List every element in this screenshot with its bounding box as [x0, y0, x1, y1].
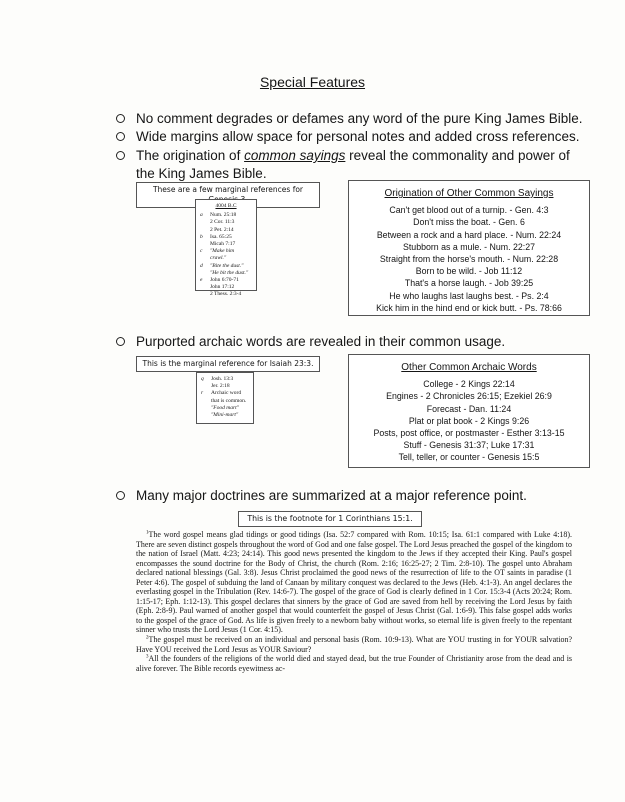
- saying-item: Straight from the horse's mouth. - Num. 22:28: [379, 254, 559, 265]
- genesis-caption-box: These are a few marginal references for: [136, 182, 320, 208]
- archaic-heading: Other Common Archaic Words: [401, 362, 537, 373]
- margin-ref: r Archaic word that is common. "Food mart" "Mini-mart": [201, 390, 247, 419]
- margin-ref: b Isa. 65:25 Micah 7:17: [200, 233, 236, 248]
- bullet-item: No comment degrades or defames any word of the pure King James Bible.: [136, 110, 606, 128]
- footnote-paragraph: $^3$All the founders of the religions of the world died and stayed dead, but the true Founder of Christianity arose from the dead and is alive forever. The Bible records eyewitness ac-: [136, 654, 572, 673]
- common-sayings-box: [348, 180, 590, 316]
- archaic-item: Posts, post office, or postmaster - Esther 3:13-15: [373, 428, 565, 439]
- isaiah-caption-box: This is the marginal reference for Isaiah 23:3.: [136, 356, 320, 372]
- archaic-words-box: [348, 354, 590, 468]
- margin-ref: c "Make him crawl.": [200, 248, 235, 262]
- archaic-item: Tell, teller, or counter - Genesis 15:5: [398, 452, 540, 463]
- sayings-heading: Origination of Other Common Sayings: [384, 188, 554, 199]
- saying-item: That's a horse laugh. - Job 39:25: [404, 278, 534, 289]
- margin-ref: d "Bite the dust." "He bit the dust.": [200, 262, 249, 276]
- archaic-item: Engines - 2 Chronicles 26:15; Ezekiel 26:9: [386, 391, 552, 402]
- bullet-item: Many major doctrines are summarized at a major reference point.: [136, 487, 606, 505]
- bullet-item: Purported archaic words are revealed in their common usage.: [136, 333, 606, 351]
- margin-ref: a Num. 25:18 2 Cor. 11:3 2 Pet. 2:14: [200, 212, 237, 233]
- footnote-paragraph: $^2$The gospel must be received on an individual and personal basis (Rom. 10:9-13). What are YOU trusting in for YOUR salvation? Have YOU received the Lord Jesus as YOUR Saviour?: [136, 635, 572, 654]
- bullet-circle-icon: [116, 114, 125, 123]
- bullet-circle-icon: [116, 132, 125, 141]
- saying-item: Can't get blood out of a turnip. - Gen. 4:3: [389, 205, 549, 216]
- footnote-paragraph: $^1$The word gospel means glad tidings or good tidings (Isa. 52:7 compared with Rom. 10:15; Isa. 61:1 compared with Luke 4:18). There are seven distinct gospels throughout the word of God and one false gospel. The Lord Jesus preached the gospel of the kingdom to the nation of Israel (Matt. 4:23; 24:14). This good news presented the kingdom to the Jews if they accepted their King. Paul's gospel encompasses the sound doctrine for the Body of Christ, the church (Rom. 2:16; 16:25-27; 2 Tim. 2:8-10). The gospel unto Abraham declared national blessings (Gal. 3:8). Jesus Christ proclaimed the good news of the resurrection of life to the OT saints in paradise (1 Peter 4:6). The gospel of subduing the land of Canaan by military conquest was declared to the Jews (Heb. 4:1-3). An angel declares the everlasting gospel in the Tribulation (Rev. 14:6-7). The gospel of the grace of God is clearly defined in 1 Cor. 15:3-4 (Acts 20:24; Rom. 1:15-17; Eph. 1:12-13). This gospel declares that sinners by the grace of God are saved from hell by receiving the Lord Jesus by faith (Eph. 2:8-9). Paul warned of another gospel that would counterfeit the gospel of Jesus Christ (Gal. 1:6-9). This false gospel adds works to the gospel of the grace of God. As life is given freely to a newborn baby without works, so eternal life is given freely to the repentant sinner who trusts the Lord Jesus (1 Cor. 4:15).: [136, 530, 572, 635]
- archaic-item: Stuff - Genesis 31:37; Luke 17:31: [403, 440, 535, 451]
- margin-date: 4004 B.C: [215, 203, 237, 209]
- bullet-item: Wide margins allow space for personal notes and added cross references.: [136, 128, 606, 146]
- genesis-margin-column: [195, 199, 257, 298]
- margin-ref: e John 6:70-71 John 17:12 2 Thess. 2:3-4: [200, 277, 242, 298]
- margin-ref: q Josh. 13:3 Jer. 2:18: [201, 376, 234, 390]
- common-sayings-emphasis: common sayings: [244, 148, 346, 163]
- archaic-item: Forecast - Dan. 11:24: [426, 403, 512, 414]
- footnote-body: [136, 530, 572, 798]
- archaic-item: College - 2 Kings 22:14: [423, 379, 515, 390]
- saying-item: Kick him in the hind end or kick butt. - Ps. 78:66: [376, 302, 562, 313]
- footnote-caption-box: This is the footnote for 1 Corinthians 15:1.: [238, 511, 422, 527]
- saying-item: He who laughs last laughs best. - Ps. 2:4: [389, 290, 549, 301]
- saying-item: Born to be wild. - Job 11:12: [415, 266, 523, 277]
- archaic-item: Plat or plat book - 2 Kings 9:26: [408, 415, 530, 426]
- bullet-circle-icon: [116, 337, 125, 346]
- saying-item: Between a rock and a hard place. - Num. 22:24: [376, 229, 562, 240]
- bullet-item: The origination of common sayings reveal the commonality and power of the King James Bible.: [136, 147, 580, 183]
- page-title: Special Features: [259, 74, 366, 90]
- isaiah-margin-column: [196, 372, 254, 424]
- bullet-circle-icon: [116, 151, 125, 160]
- saying-item: Don't miss the boat. - Gen. 6: [413, 217, 525, 228]
- bullet-circle-icon: [116, 491, 125, 500]
- saying-item: Stubborn as a mule. - Num. 22:27: [402, 241, 536, 252]
